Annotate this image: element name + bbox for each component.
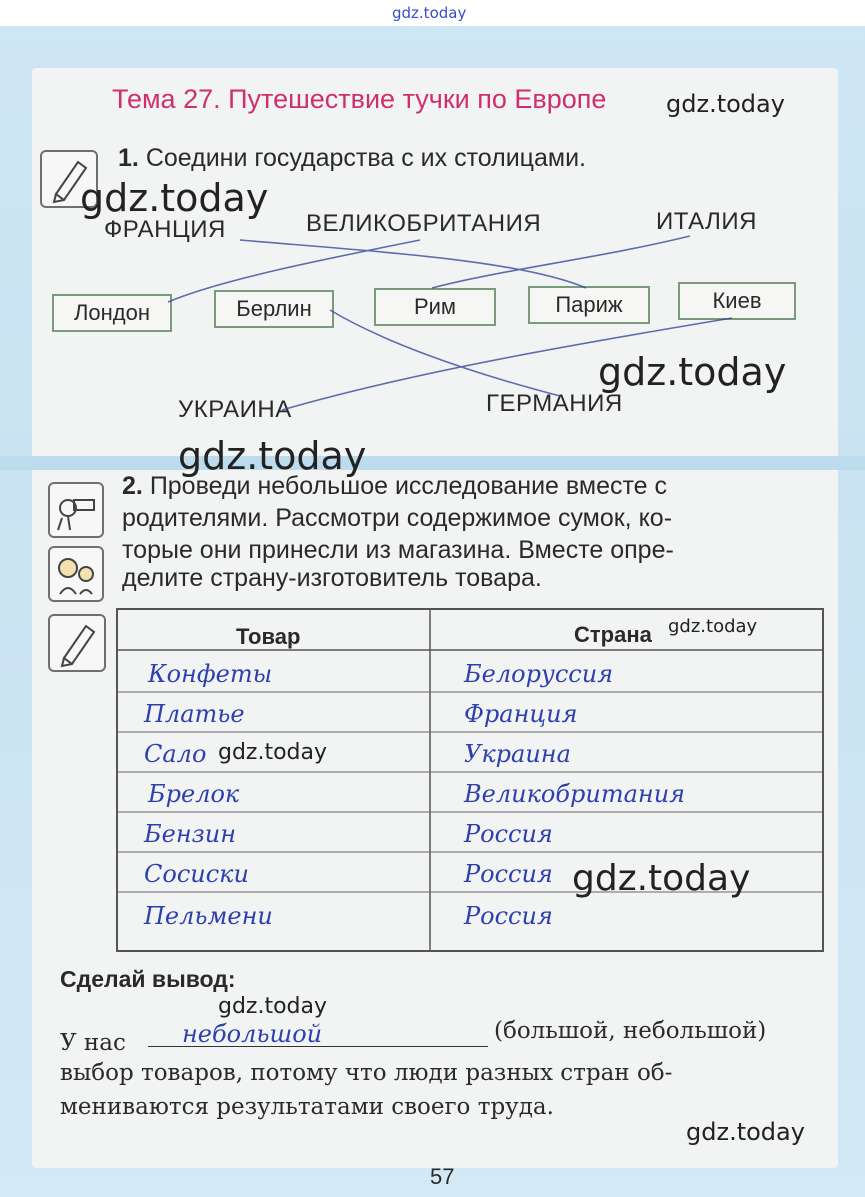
pencil-icon	[48, 614, 106, 672]
country-italy: ИТАЛИЯ	[656, 208, 757, 235]
task2-line4: делите страну-изготовитель товара.	[122, 564, 542, 592]
task2-line3: торые они принесли из магазина. Вместе опре-	[122, 536, 674, 564]
task2-line1	[122, 470, 667, 502]
task1-number: 1.	[118, 144, 139, 172]
watermark: gdz.today	[178, 434, 367, 478]
capital-london[interactable]: Лондон	[52, 294, 172, 332]
capital-paris[interactable]: Париж	[528, 286, 650, 324]
country-germany: ГЕРМАНИЯ	[486, 390, 623, 417]
products-table	[116, 608, 824, 952]
cell-product[interactable]: Брелок	[148, 780, 240, 808]
country-great-britain: ВЕЛИКОБРИТАНИЯ	[306, 210, 542, 237]
line-germany-berlin	[330, 310, 560, 396]
cell-country[interactable]: Россия	[464, 820, 553, 848]
cell-country[interactable]: Франция	[464, 700, 578, 728]
cell-product[interactable]: Пельмени	[144, 902, 273, 930]
cell-country[interactable]: Россия	[464, 860, 553, 888]
cell-product[interactable]: Сало	[144, 740, 207, 768]
watermark: gdz.today	[668, 616, 758, 637]
line-france-paris	[240, 240, 586, 288]
header-country: Страна	[574, 622, 652, 647]
cell-country[interactable]: Россия	[464, 902, 553, 930]
task2-text: Проведи небольшое исследование вместе с	[149, 472, 667, 500]
watermark: gdz.today	[218, 994, 328, 1019]
cell-product[interactable]: Платье	[144, 700, 245, 728]
watermark: gdz.today	[80, 176, 269, 220]
capital-berlin[interactable]: Берлин	[214, 290, 334, 328]
header-product: Товар	[236, 624, 301, 649]
page-title: Тема 27. Путешествие тучки по Европе	[112, 84, 607, 114]
watermark: gdz.today	[218, 740, 328, 765]
cell-country[interactable]: Украина	[464, 740, 571, 768]
watermark: gdz.today	[572, 858, 751, 899]
country-france: ФРАНЦИЯ	[104, 216, 226, 243]
conclusion-title: Сделай вывод:	[60, 966, 236, 992]
capital-kiev[interactable]: Киев	[678, 282, 796, 320]
cell-product[interactable]: Сосиски	[144, 860, 249, 888]
country-ukraine: УКРАИНА	[178, 396, 292, 423]
task2-number: 2.	[122, 472, 143, 500]
conclusion-prefix: У нас	[60, 1030, 126, 1056]
line-britain-london	[168, 240, 420, 302]
task1-instruction: Соедини государства с их столицами.	[145, 144, 586, 172]
conclusion-options: (большой, небольшой)	[494, 1018, 767, 1044]
telescope-icon	[48, 482, 104, 538]
family-icon	[48, 546, 104, 602]
task2-line2: родителями. Рассмотри содержимое сумок, ко-	[122, 504, 673, 532]
watermark: gdz.today	[598, 350, 787, 394]
capital-rome[interactable]: Рим	[374, 288, 496, 326]
conclusion-line3: мениваются результатами своего труда.	[60, 1094, 554, 1120]
cell-product[interactable]: Бензин	[144, 820, 237, 848]
cell-country[interactable]: Великобритания	[464, 780, 686, 808]
cell-product[interactable]: Конфеты	[148, 660, 273, 688]
cell-country[interactable]: Белоруссия	[464, 660, 614, 688]
answer-field[interactable]: небольшой	[182, 1020, 323, 1048]
conclusion-line2: выбор товаров, потому что люди разных стран об-	[60, 1060, 673, 1086]
watermark-top: gdz.today	[392, 4, 467, 22]
watermark: gdz.today	[686, 1118, 805, 1146]
watermark: gdz.today	[666, 90, 785, 118]
page-number: 57	[430, 1164, 455, 1189]
